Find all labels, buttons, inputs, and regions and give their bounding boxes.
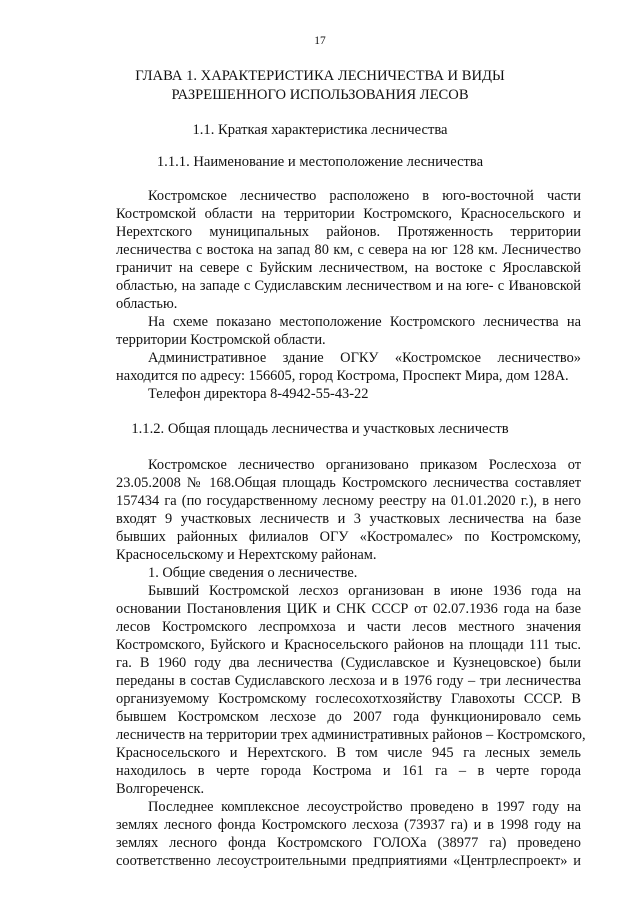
chapter-title-line-2: РАЗРЕШЕННОГО ИСПОЛЬЗОВАНИЯ ЛЕСОВ <box>171 87 469 103</box>
text-line: находится по адресу: 156605, город Кострома, Проспект Мира, дом 128А. <box>116 368 569 384</box>
text-line: областью. <box>116 296 178 312</box>
text-line: 23.05.2008 № 168.Общая площадь Костромского лесничества составляет <box>116 475 581 491</box>
text-line: Красносельского и Нерехтского. В том числе 945 га лесных земель <box>116 745 581 761</box>
text-line: Красносельскому и Нерехтскому районам. <box>116 547 377 563</box>
text-line: бывшем Костромском лесхозе до 2007 года функционировало семь <box>116 709 581 725</box>
text-line: Костромское лесничество расположено в юго-восточной части <box>148 188 581 204</box>
text-line: Последнее комплексное лесоустройство проведено в 1997 году на <box>148 799 581 815</box>
text-line: входят 9 участковых лесничеств и 3 участковых лесничества на базе <box>116 511 581 527</box>
section-heading-1-1-2: 1.1.2. Общая площадь лесничества и участковых лесничеств <box>131 421 509 437</box>
text-line: Костромской области на территории Костромского, Красносельского и <box>116 206 581 222</box>
text-line: Костромское лесничество организовано приказом Рослесхоза от <box>148 457 581 473</box>
page-number: 17 <box>314 35 326 47</box>
text-line: Костромского, Буйского и Красносельского районов на площади 111 тыс. <box>116 637 581 653</box>
text-line: находилось в черте города Кострома и 161 га – в черте города <box>116 763 581 779</box>
section-heading-1-1-1: 1.1.1. Наименование и местоположение лесничества <box>156 154 484 170</box>
text-line: областью, на западе с Судиславским лесничеством и на юге- с Ивановской <box>116 278 581 294</box>
text-line: На схеме показано местоположение Костромского лесничества на <box>148 314 581 330</box>
text-line: основании Постановления ЦИК и СНК СССР от 02.07.1936 года на базе <box>116 601 581 617</box>
text-line: землях лесного фонда Костромского ГОЛОХа (38977 га) проведено <box>116 835 581 851</box>
director-phone: Телефон директора 8-4942-55-43-22 <box>148 386 369 402</box>
text-line: переданы в состав Судиславского лесхоза и в 1976 году – три лесничества <box>116 673 581 689</box>
text-line: территории Костромской области. <box>116 332 326 348</box>
section-heading-1-1: 1.1. Краткая характеристика лесничества <box>192 122 448 138</box>
text-line: организуемому Костромскому гослесохотхозяйству Главохоты СССР. В <box>116 691 581 707</box>
text-line: землях лесного фонда Костромского лесхоза (73937 га) и в 1998 году на <box>116 817 581 833</box>
text-line: лесничеств на территории трех административных районов – Костромского, <box>116 727 586 743</box>
text-line: Волгореченск. <box>116 781 205 797</box>
text-line: Нерехтского муниципальных районов. Протяженность территории <box>116 224 581 240</box>
text-line: лесничества с востока на запад 80 км, с севера на юг 128 км. Лесничество <box>116 242 581 258</box>
text-line: га. В 1960 году два лесничества (Судиславское и Кузнецовское) были <box>116 655 581 671</box>
chapter-title-line-1: ГЛАВА 1. ХАРАКТЕРИСТИКА ЛЕСНИЧЕСТВА И ВИДЫ <box>135 68 505 84</box>
text-line: Административное здание ОГКУ «Костромское лесничество» <box>148 350 581 366</box>
text-line: Бывший Костромской лесхоз организован в июне 1936 года на <box>148 583 581 599</box>
text-line: соответственно лесоустроительными предприятиями «Центрлеспроект» и <box>116 853 581 869</box>
list-item: 1. Общие сведения о лесничестве. <box>148 565 358 581</box>
text-line: лесов Костромского леспромхоза и части лесов местного значения <box>116 619 581 635</box>
text-line: граничит на севере с Буйским лесничеством, на востоке с Ярославской <box>116 260 581 276</box>
text-line: бывших районных филиалов ОГУ «Костромалес» по Костромскому, <box>116 529 581 545</box>
text-line: 157434 га (по государственному лесному реестру на 01.01.2020 г.), в него <box>116 493 581 509</box>
